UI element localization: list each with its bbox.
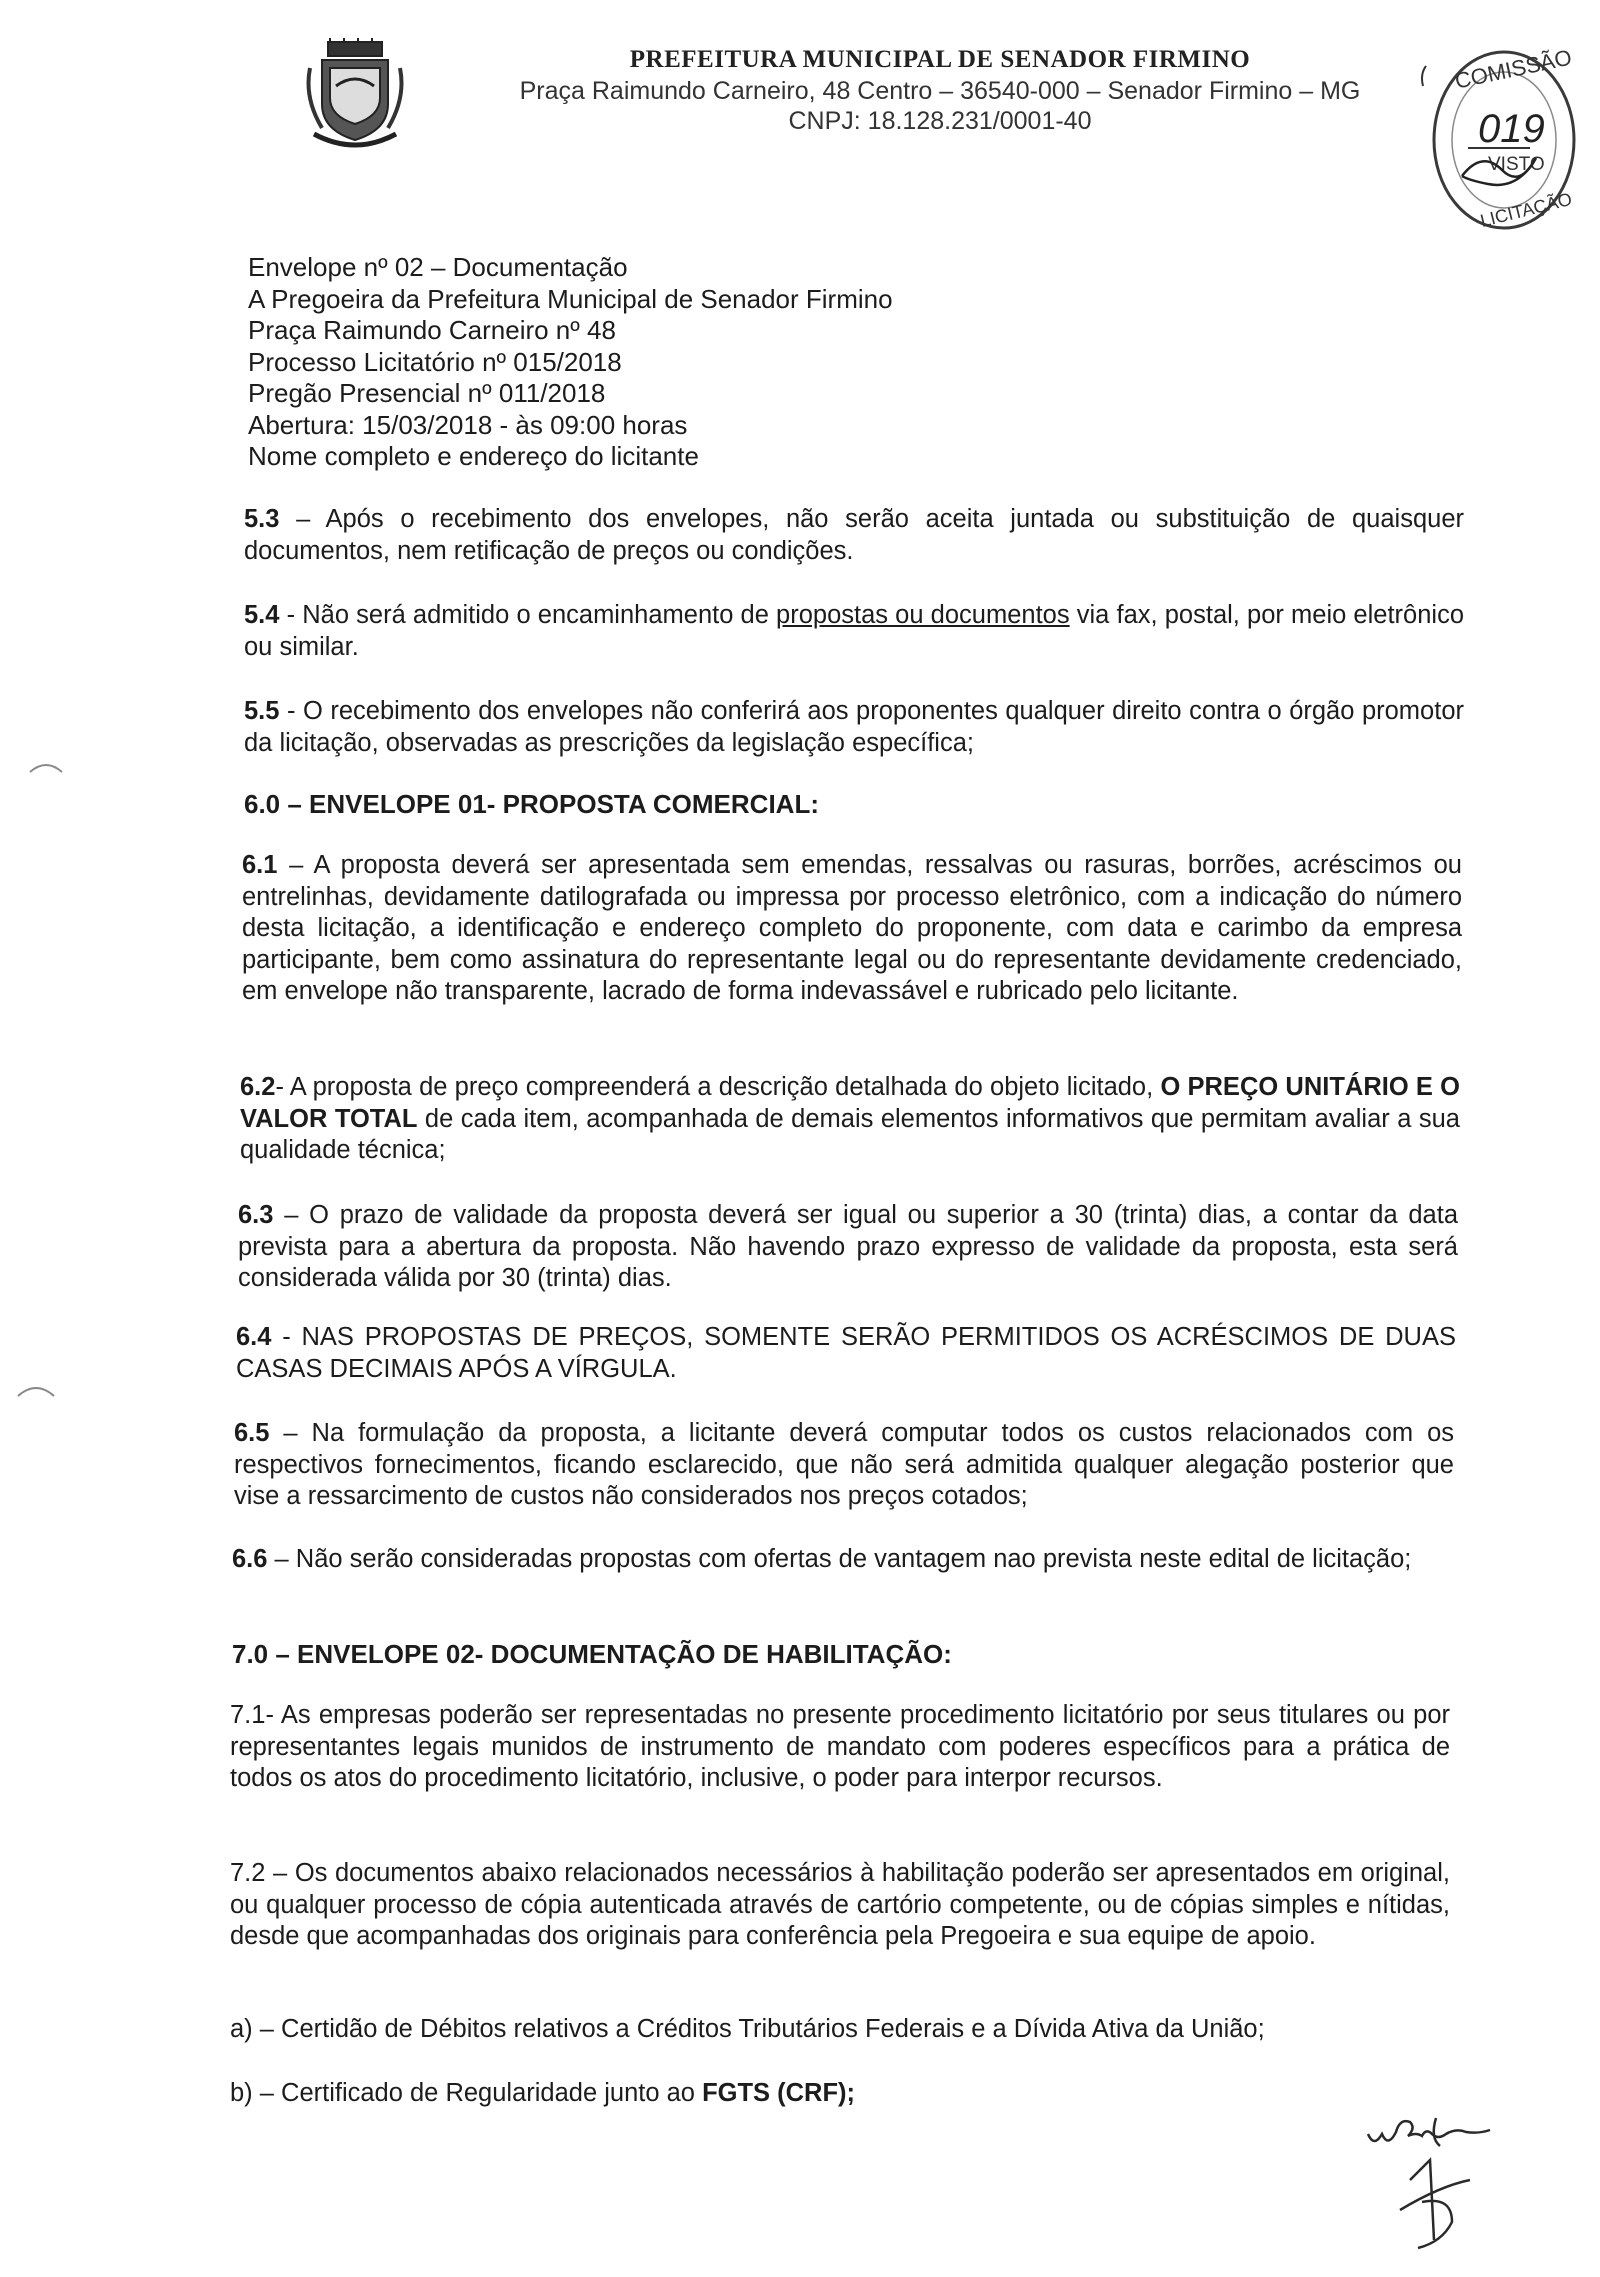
paragraph-6-1 [242,850,1462,1008]
clause-text: de cada item, acompanhada de demais elementos informativos que permitam avaliar a sua qualidade técnica; [240,1104,1460,1164]
clause-number: 5.3 [244,505,280,533]
stamp-visto: VISTO [1488,154,1545,175]
clause-text: As empresas poderão ser representadas no presente procedimento licitatório por seus titulares ou por representantes legais munidos de instrumento de mandato com poderes específicos para a prática de todos os atos do procedimento licitatório, inclusive, o poder para interpor recursos. [230,1701,1450,1792]
envelope-line: Praça Raimundo Carneiro nº 48 [248,315,616,345]
clause-number: 6.1 [242,851,278,879]
margin-mark [28,752,64,782]
clause-number: 6.4 [236,1323,272,1351]
clause-number: 7.2 [230,1859,266,1887]
clause-text: - NAS PROPOSTAS DE PREÇOS, SOMENTE SERÃO PERMITIDOS OS ACRÉSCIMOS DE DUAS CASAS DECIMAIS APÓS A VÍRGULA. [236,1323,1456,1383]
clause-text: – Não serão consideradas propostas com ofertas de vantagem nao prevista neste edital de licitação; [267,1545,1412,1573]
margin-mark [16,1376,56,1406]
item-text: b) – Certificado de Regularidade junto ao [230,2079,703,2107]
clause-text: – Após o recebimento dos envelopes, não serão aceita juntada ou substituição de quaisquer documentos, nem retificação de preços ou condições. [244,505,1464,565]
handwritten-initials [1360,2110,1560,2270]
envelope-line: Nome completo e endereço do licitante [248,441,699,471]
bold-text: FGTS (CRF); [702,2079,856,2107]
clause-text: – Na formulação da proposta, a licitante deverá computar todos os custos relacionados com os respectivos fornecimentos, ficando esclarecido, que não será admitida qualquer alegação posterior que vise a ressarcimento de custos não considerados nos preços cotados; [234,1419,1454,1510]
clause-number: 5.4 [244,601,280,629]
clause-number: 6.2 [240,1073,276,1101]
bold-text: O PREÇO UNITÁRIO E O VALOR TOTAL [240,1073,1460,1133]
paragraph-5-4 [244,600,1464,663]
municipality-cnpj: CNPJ: 18.128.231/0001-40 [788,107,1092,135]
envelope-line: Abertura: 15/03/2018 - às 09:00 horas [248,409,688,440]
paragraph-5-5 [244,696,1464,759]
stamp-top-text: COMISSÃO [1452,44,1574,94]
envelope-line: A Pregoeira da Prefeitura Municipal de Senador Firmino [248,283,893,314]
clause-text: – O prazo de validade da proposta deverá ser igual ou superior a 30 (trinta) dias, a contar da data prevista para a abertura da proposta. Não havendo prazo expresso de validade da proposta, esta será considerada válida por 30 (trinta) dias. [238,1201,1458,1292]
item-b [230,2078,1450,2110]
commission-stamp [1418,44,1578,239]
envelope-line: Pregão Presencial nº 011/2018 [248,378,606,408]
envelope-line: Envelope nº 02 – Documentação [248,252,628,282]
stamp-number: 019 [1478,107,1545,151]
paragraph-6-5 [234,1418,1454,1513]
clause-number: 5.5 [244,697,280,725]
item-a: a) – Certidão de Débitos relativos a Créditos Tributários Federais e a Dívida Ativa da União; [230,2015,1265,2043]
clause-text: – Os documentos abaixo relacionados necessários à habilitação poderão ser apresentados em original, ou qualquer processo de cópia autenticada através de cartório competente, ou de cópias simples e nítidas, desde que acompanhadas dos originais para conferência pela Pregoeira e sua equipe de apoio. [230,1859,1450,1950]
stamp-bottom-text: LICITAÇÃO [1478,188,1574,231]
clause-number: 6.3 [238,1201,274,1229]
clause-text: – A proposta deverá ser apresentada sem emendas, ressalvas ou rasuras, borrões, acréscimos ou entrelinhas, devidamente datilografada ou impressa por processo eletrônico, com a indicação do número desta licitação, a identificação e endereço completo do proponente, com data e carimbo da empresa participante, bem como assinatura do representante legal ou do representante devidamente credenciado, em envelope não transparente, lacrado de forma indevassável e rubricado pelo licitante. [242,851,1462,1005]
clause-number: 7.1- [230,1701,274,1729]
clause-text: - A proposta de preço compreenderá a descrição detalhada do objeto licitado, [275,1073,1161,1101]
municipality-title: PREFEITURA MUNICIPAL DE SENADOR FIRMINO [629,46,1251,73]
clause-text: - O recebimento dos envelopes não conferirá aos proponentes qualquer direito contra o órgão promotor da licitação, observadas as prescrições da legislação específica; [244,697,1464,757]
municipal-crest-logo [300,38,410,156]
envelope-line: Processo Licitatório nº 015/2018 [248,346,622,377]
underlined-text: propostas ou documentos [776,601,1070,629]
paragraph-6-6 [232,1544,1452,1576]
paragraph-6-4 [236,1322,1456,1385]
clause-number: 6.6 [232,1545,268,1573]
paragraph-6-2 [240,1072,1460,1167]
paragraph-5-3 [244,504,1464,567]
section-heading-6: 6.0 – ENVELOPE 01- PROPOSTA COMERCIAL: [244,789,819,819]
municipality-address: Praça Raimundo Carneiro, 48 Centro – 36540-000 – Senador Firmino – MG [519,77,1361,105]
clause-text: via fax, postal, por meio eletrônico ou similar. [244,601,1465,661]
clause-text: - Não será admitido o encaminhamento de [279,601,777,629]
paragraph-7-1 [230,1700,1450,1795]
letterhead [440,44,1440,136]
section-heading-7: 7.0 – ENVELOPE 02- DOCUMENTAÇÃO DE HABILITAÇÃO: [232,1639,952,1669]
envelope-address-block [248,252,1248,473]
paragraph-7-2 [230,1858,1450,1953]
paragraph-6-3 [238,1200,1458,1295]
clause-number: 6.5 [234,1419,270,1447]
